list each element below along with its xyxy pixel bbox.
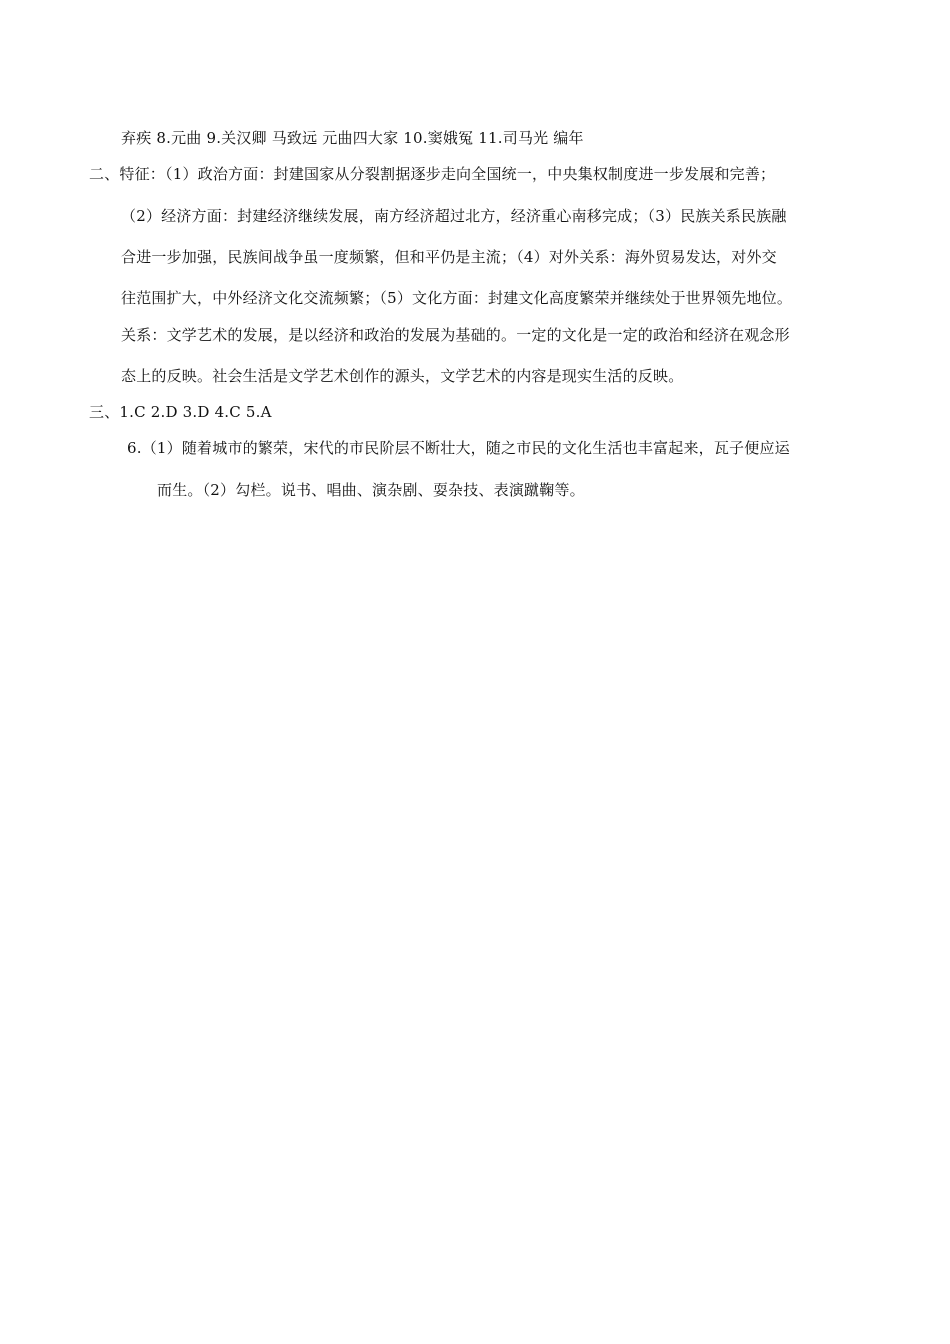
answer-line-4: 合进一步加强，民族间战争虽一度频繁，但和平仍是主流；（4）对外关系：海外贸易发达，对外交 <box>121 248 777 266</box>
answer-line-9: 6.（1）随着城市的繁荣，宋代的市民阶层不断壮大，随之市民的文化生活也丰富起来，瓦子便应运 <box>127 439 790 457</box>
answer-line-6: 关系：文学艺术的发展，是以经济和政治的发展为基础的。一定的文化是一定的政治和经济在观念形 <box>121 326 790 344</box>
answer-line-3: （2）经济方面：封建经济继续发展，南方经济超过北方，经济重心南移完成；（3）民族关系民族融 <box>121 207 787 225</box>
answer-line-1: 弃疾 8.元曲 9.关汉卿 马致远 元曲四大家 10.窦娥冤 11.司马光 编年 <box>121 129 584 147</box>
answer-line-5: 往范围扩大，中外经济文化交流频繁；（5）文化方面：封建文化高度繁荣并继续处于世界领先地位。 <box>121 289 793 307</box>
answer-line-10: 而生。（2）勾栏。说书、唱曲、演杂剧、耍杂技、表演蹴鞠等。 <box>157 481 585 499</box>
answer-line-2: 二、特征：（1）政治方面：封建国家从分裂割据逐步走向全国统一，中央集权制度进一步发展和完善； <box>89 165 776 183</box>
answer-line-7: 态上的反映。社会生活是文学艺术创作的源头，文学艺术的内容是现实生活的反映。 <box>121 367 684 385</box>
answer-line-8: 三、1.C 2.D 3.D 4.C 5.A <box>89 403 272 421</box>
